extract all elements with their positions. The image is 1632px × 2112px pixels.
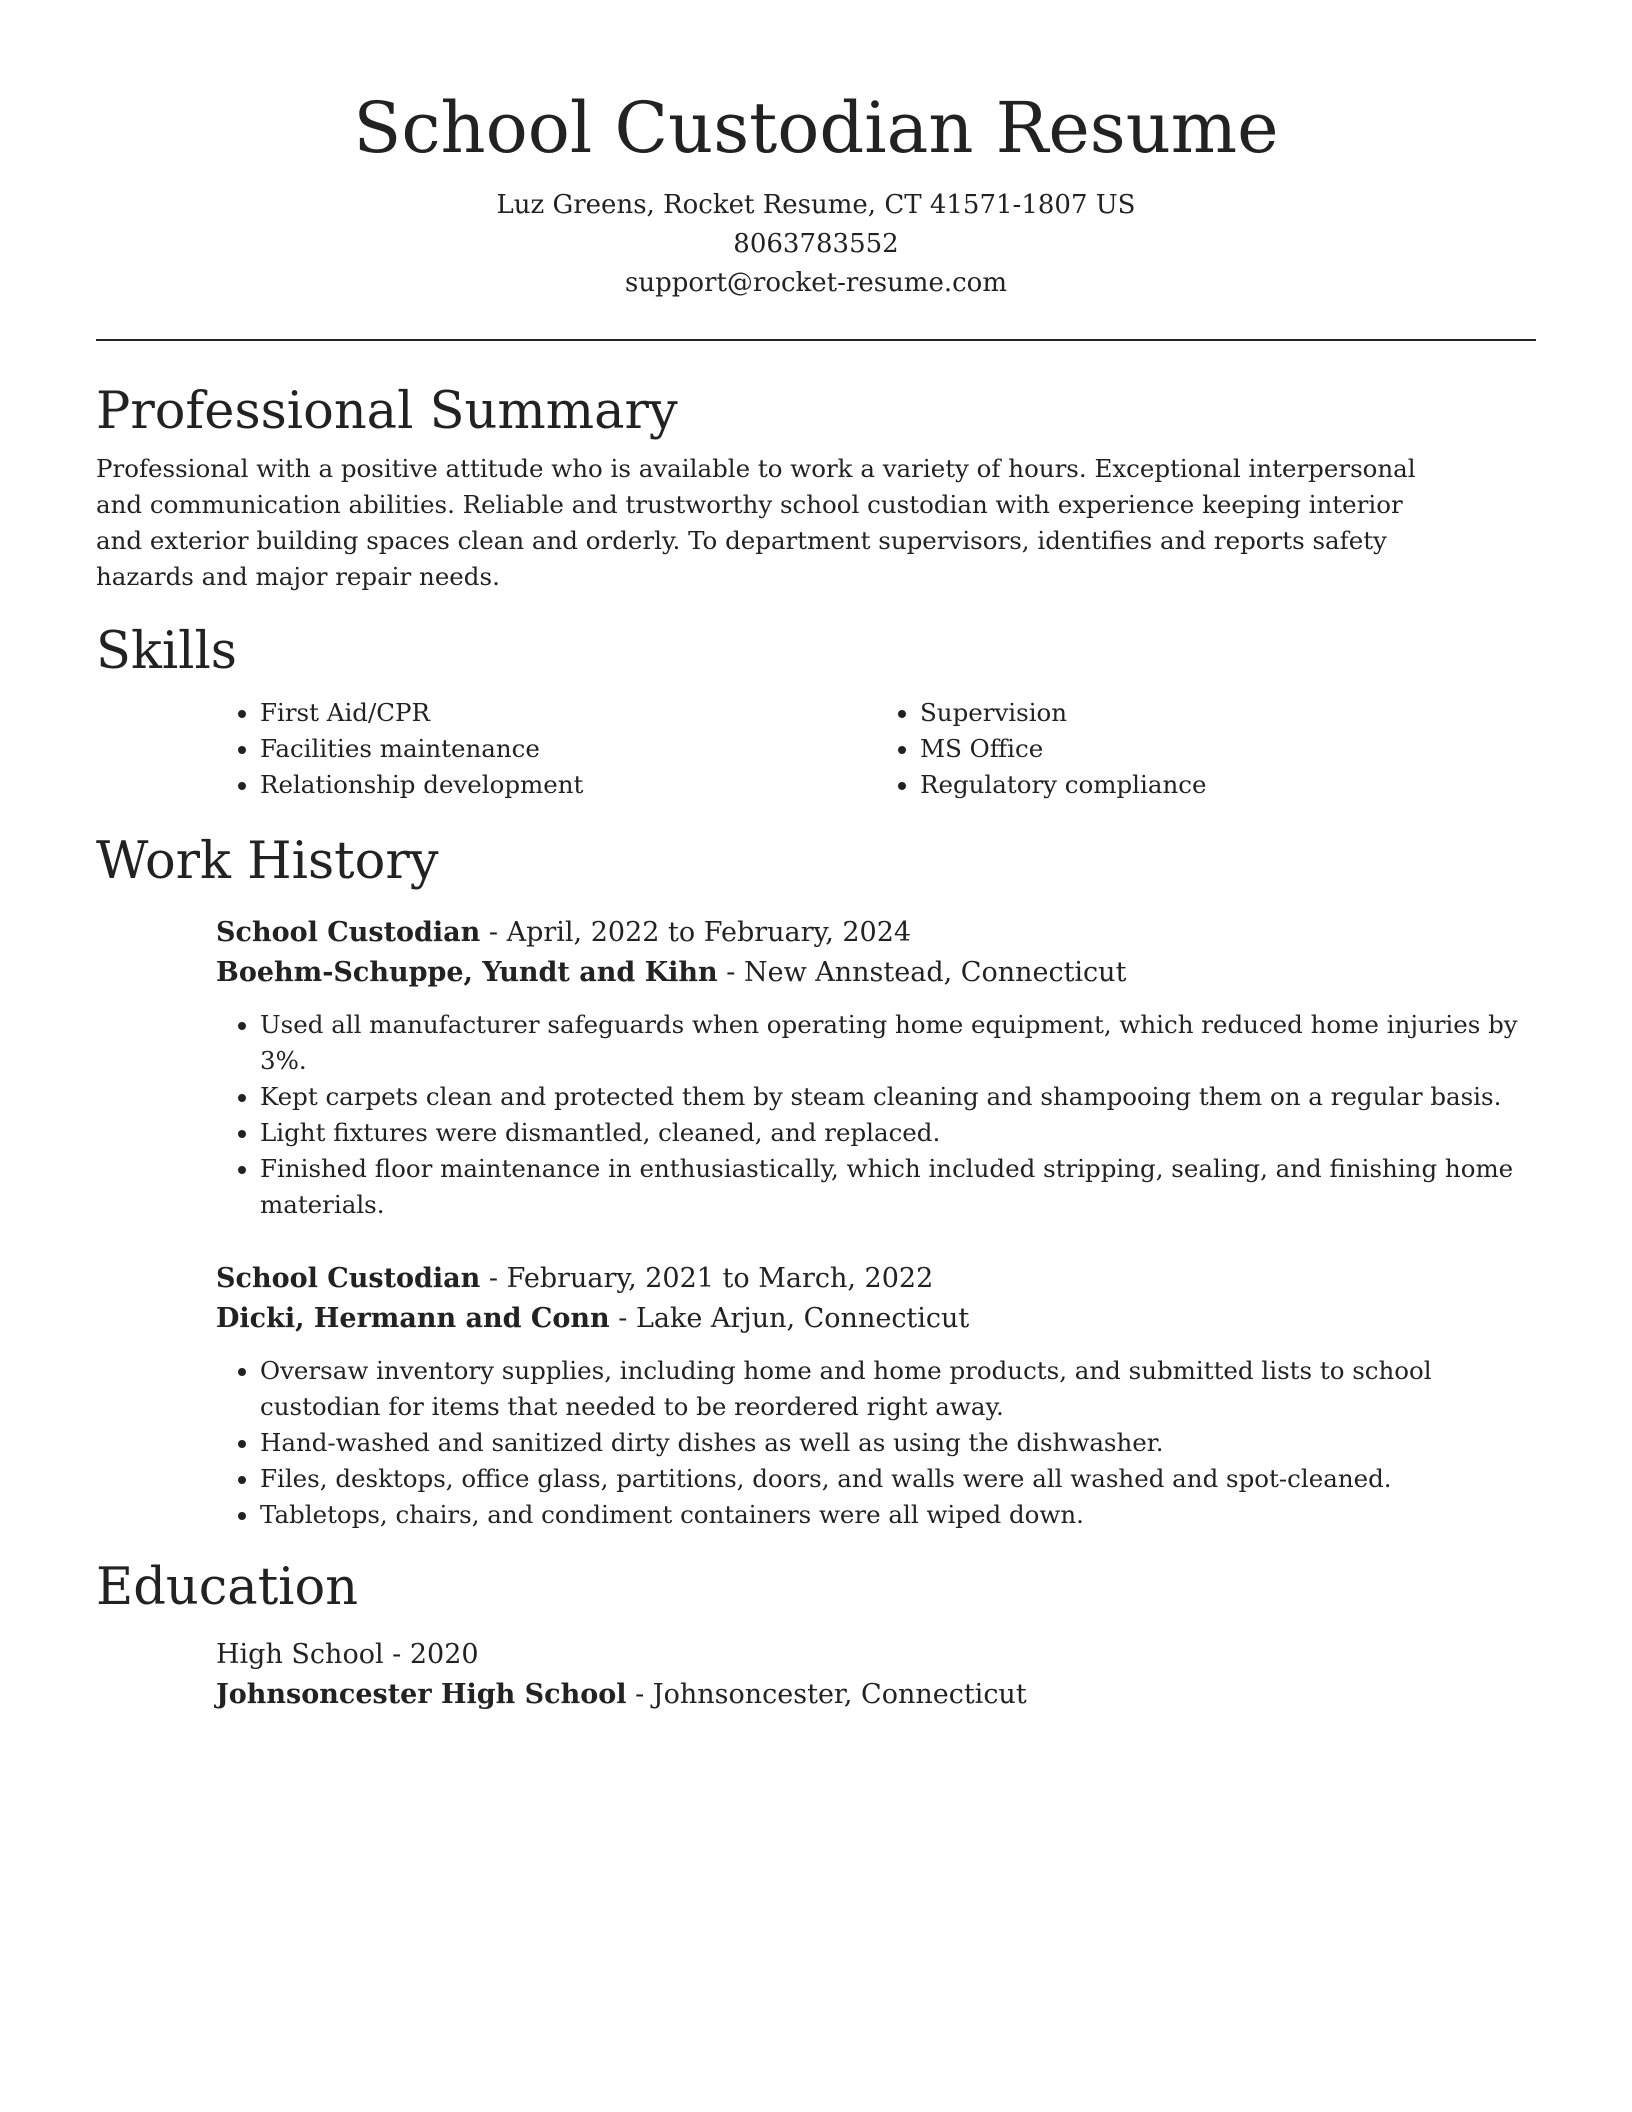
job-entry	[216, 913, 1536, 1223]
job-bullet: • Kept carpets clean and protected them by steam cleaning and shampooing them on a regular basis.	[260, 1079, 1536, 1115]
education-heading: Education	[96, 1558, 359, 1617]
education-section	[96, 1555, 1536, 1715]
contact-phone: 8063783552	[733, 229, 899, 259]
job-entry	[216, 1259, 1536, 1533]
job-title: School Custodian	[216, 1263, 481, 1294]
job-company: Boehm-Schuppe, Yundt and Kihn	[216, 957, 718, 988]
job-bullet: • Light fixtures were dismantled, cleaned, and replaced.	[260, 1115, 1536, 1151]
skill-item: • MS Office	[920, 731, 1536, 767]
job-bullet: • Oversaw inventory supplies, including home and home products, and submitted lists to school custodian for items that needed to be reordered right away.	[260, 1353, 1536, 1425]
contact-address: Luz Greens, Rocket Resume, CT 41571-1807 US	[496, 190, 1136, 220]
education-school-line	[216, 1675, 1536, 1715]
skill-item: • Supervision	[920, 695, 1536, 731]
job-location: - Lake Arjun, Connecticut	[609, 1303, 970, 1334]
job-bullet: • Hand-washed and sanitized dirty dishes as well as using the dishwasher.	[260, 1425, 1536, 1461]
header-divider	[96, 339, 1536, 341]
skill-item: • First Aid/CPR	[260, 695, 876, 731]
education-degree-line	[216, 1635, 1536, 1675]
skill-item: • Regulatory compliance	[920, 767, 1536, 803]
education-degree: High School	[216, 1639, 384, 1670]
job-bullet: • Tabletops, chairs, and condiment containers were all wiped down.	[260, 1497, 1536, 1533]
resume-page	[96, 0, 1536, 1715]
job-title: School Custodian	[216, 917, 481, 948]
contact-info	[96, 186, 1536, 303]
summary-text: Professional with a positive attitude who is available to work a variety of hours. Exceptional interpersonal and communication abilities. Reliable and trustworthy school custodian with experience keeping interior and exterior building spaces clean and orderly. To department supervisors, identifies and reports safety hazards and major repair needs.	[96, 454, 1416, 591]
job-title-line	[216, 913, 1536, 953]
job-bullets	[216, 1353, 1536, 1533]
work-history-heading: Work History	[96, 832, 439, 891]
job-dates: - April, 2022 to February, 2024	[480, 917, 912, 948]
summary-section	[96, 379, 1536, 595]
work-history-section	[96, 829, 1536, 1533]
skill-item: • Relationship development	[260, 767, 876, 803]
resume-header	[96, 0, 1536, 303]
job-bullets	[216, 1007, 1536, 1223]
skills-list-right	[876, 695, 1536, 803]
job-company-line	[216, 1299, 1536, 1339]
summary-heading: Professional Summary	[96, 382, 678, 441]
job-location: - New Annstead, Connecticut	[717, 957, 1127, 988]
skills-heading: Skills	[96, 622, 237, 681]
education-entry	[216, 1635, 1536, 1715]
education-school: Johnsoncester High School	[216, 1679, 627, 1710]
skills-list-left	[216, 695, 876, 803]
job-bullet: • Used all manufacturer safeguards when operating home equipment, which reduced home injuries by 3%.	[260, 1007, 1536, 1079]
skills-grid	[216, 695, 1536, 803]
skills-section	[96, 619, 1536, 803]
job-company: Dicki, Hermann and Conn	[216, 1303, 610, 1334]
skill-item: • Facilities maintenance	[260, 731, 876, 767]
job-bullet: • Finished floor maintenance in enthusiastically, which included stripping, sealing, and finishing home materials.	[260, 1151, 1536, 1223]
resume-title: School Custodian Resume	[353, 87, 1279, 169]
job-title-line	[216, 1259, 1536, 1299]
contact-email: support@rocket-resume.com	[624, 268, 1007, 298]
education-year: - 2020	[383, 1639, 479, 1670]
job-bullet: • Files, desktops, office glass, partitions, doors, and walls were all washed and spot-cleaned.	[260, 1461, 1536, 1497]
job-dates: - February, 2021 to March, 2022	[480, 1263, 934, 1294]
job-company-line	[216, 953, 1536, 993]
education-location: - Johnsoncester, Connecticut	[626, 1679, 1027, 1710]
